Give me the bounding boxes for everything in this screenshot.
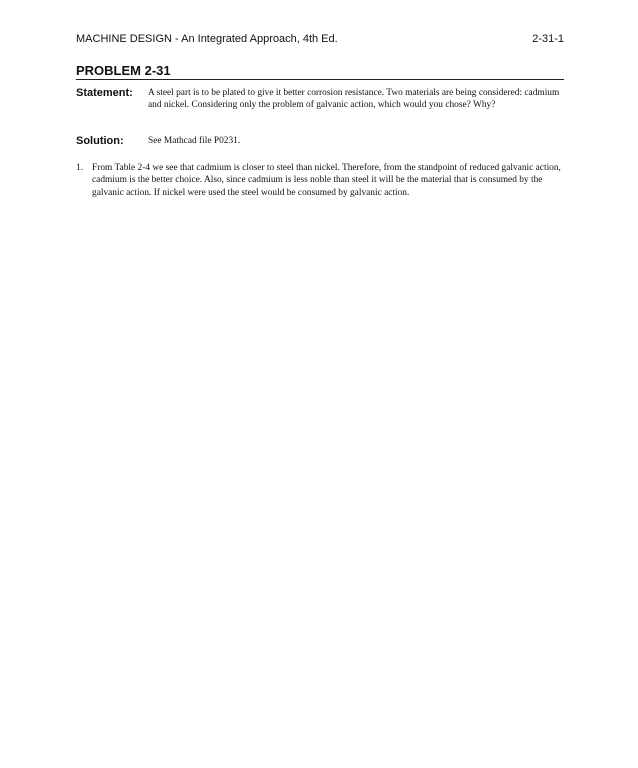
statement-text: A steel part is to be plated to give it better corrosion resistance. Two materials are being considered: cadmium and nickel. Considering only the problem of galvanic action, which would you chose? Why? [148, 88, 560, 111]
step-text: From Table 2-4 we see that cadmium is closer to steel than nickel. Therefore, from the standpoint of reduced galvanic action, cadmium is the better choice. Also, since cadmium is less noble than steel it will be the material that is consumed by the galvanic action. If nickel were used the steel would be consumed by galvanic action. [92, 163, 561, 198]
page-number: 2-31-1 [532, 33, 564, 45]
solution-step [76, 162, 566, 199]
statement-label: Statement: [76, 87, 133, 99]
solution-row [76, 135, 564, 148]
book-title: MACHINE DESIGN - An Integrated Approach, 4th Ed. [76, 33, 338, 45]
page-header [76, 33, 564, 45]
step-number: 1. [76, 163, 84, 173]
problem-title: PROBLEM 2-31 [76, 63, 564, 80]
solution-text: See Mathcad file P0231. [148, 136, 241, 146]
solution-label: Solution: [76, 135, 124, 147]
statement-row [76, 87, 564, 112]
